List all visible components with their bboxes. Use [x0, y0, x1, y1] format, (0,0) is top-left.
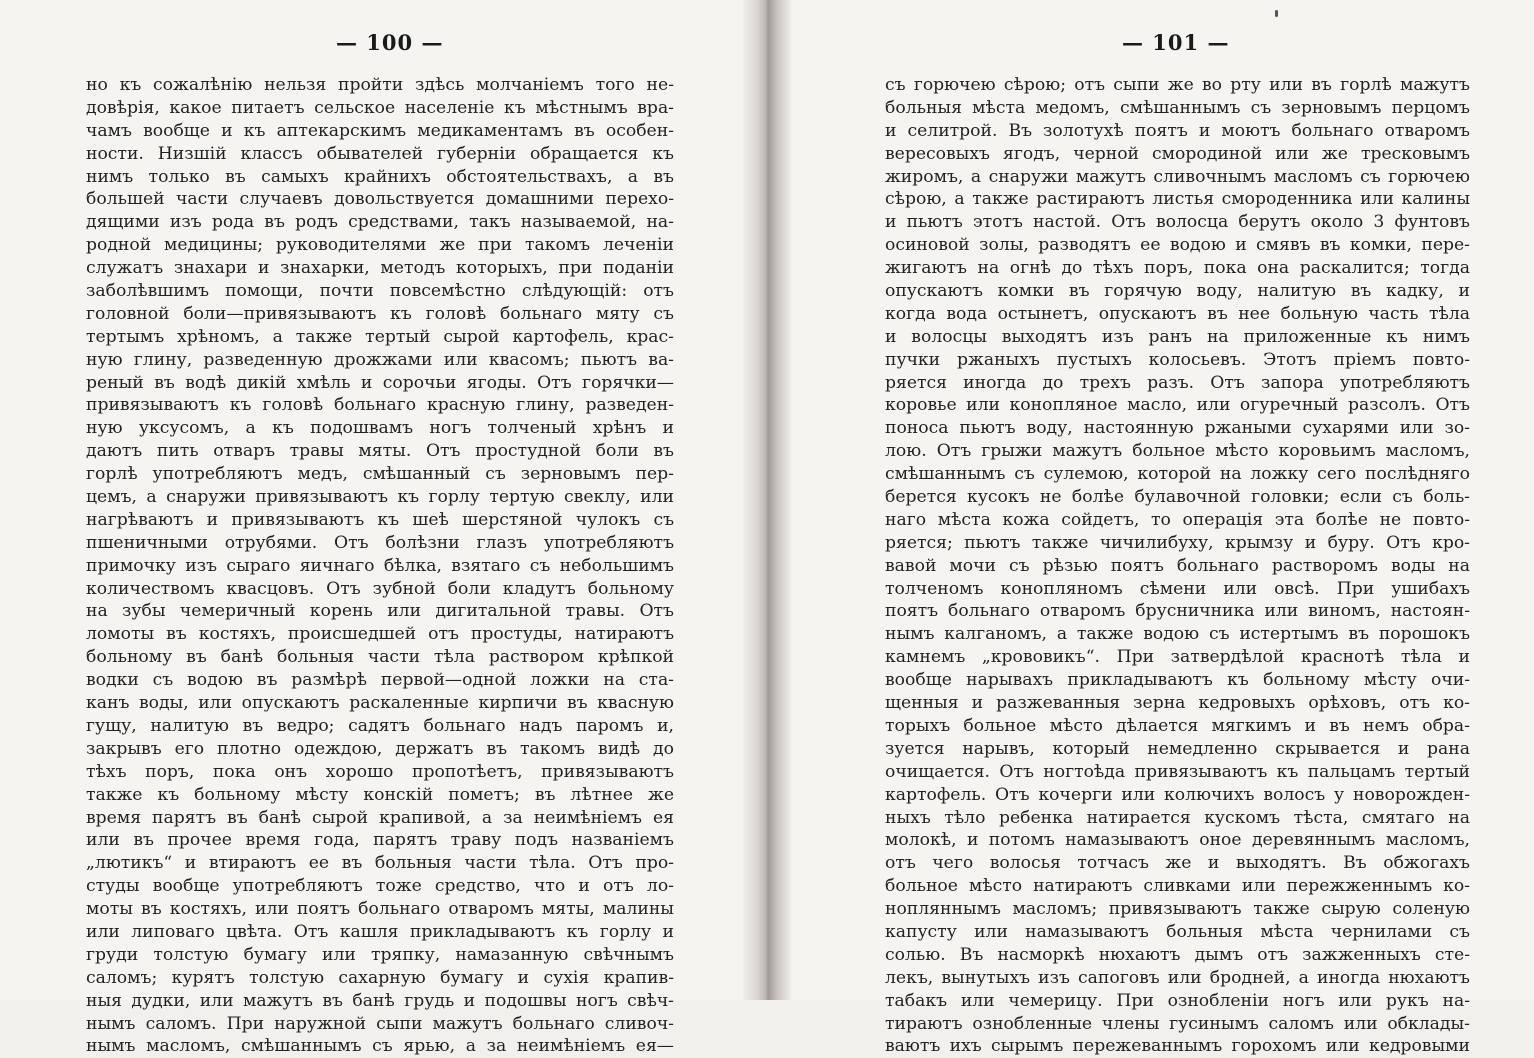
text-line: головной боли—привязываютъ къ головѣ больнаго мяту съ — [86, 303, 674, 324]
text-line: груди толстую бумагу или тряпку, намазанную свѣчнымъ — [86, 944, 674, 965]
text-line: тѣхъ поръ, пока онъ хорошо пропотѣетъ, привязываютъ — [86, 761, 674, 782]
text-line: торыхъ больное мѣсто дѣлается мягкимъ и въ немъ обра- — [885, 715, 1470, 736]
text-line: цемъ, а снаружи привязываютъ къ горлу тертую свеклу, или — [86, 487, 674, 508]
text-line: вересовыхъ ягодъ, черной смородиной или же тресковымъ — [885, 143, 1470, 164]
text-line: водки съ водою въ размѣрѣ первой—одной ложки на ста- — [86, 670, 674, 691]
text-line: пшеничными отрубями. Отъ болѣзни глазъ употребляютъ — [86, 532, 674, 553]
left-page — [0, 0, 757, 1057]
text-line: или въ прочее время года, парятъ траву подъ названіемъ — [86, 830, 674, 851]
text-line: коровье или конопляное масло, или огуречный разсолъ. Отъ — [885, 395, 1470, 416]
page-number-left: — 100 — — [336, 30, 444, 55]
text-line: и пьютъ этотъ настой. Отъ волосца берутъ около 3 фунтовъ — [885, 212, 1470, 233]
text-line: жигаютъ на огнѣ до тѣхъ поръ, пока она раскалится; тогда — [885, 258, 1470, 279]
text-line: ныхъ тѣло ребенка натирается кускомъ тѣста, смятаго на — [885, 807, 1470, 828]
right-page — [777, 0, 1534, 1057]
text-line: щенныя и разжеванныя зерна кедровыхъ орѣховъ, отъ ко- — [885, 693, 1470, 714]
text-line: количествомъ квасцовъ. Отъ зубной боли кладутъ больному — [86, 578, 674, 599]
text-line: тираютъ ознобленные члены гусинымъ саломъ или обклады- — [885, 1013, 1470, 1034]
text-line: закрывъ его плотно одеждою, держатъ въ такомъ видѣ до — [86, 738, 674, 759]
text-line: нымъ масломъ, смѣшаннымъ съ ярью, а за неимѣніемъ ея— — [86, 1036, 674, 1057]
text-line: но къ сожалѣнію нельзя пройти здѣсь молчаніемъ того не- — [86, 75, 674, 95]
text-line: камнемъ „крововикъ“. При затвердѣлой краснотѣ тѣла и — [885, 647, 1470, 668]
text-line: солью. Въ насморкѣ нюхаютъ дымъ отъ зажженныхъ сте- — [885, 944, 1470, 965]
text-line: когда вода остынетъ, опускаютъ въ нее больную часть тѣла — [885, 303, 1470, 324]
text-line: ности. Низшій классъ обывателей губерніи обращается къ — [86, 143, 674, 164]
text-line: вообще нарывахъ прикладываютъ къ больному мѣсту очи- — [885, 670, 1470, 691]
text-line: заболѣвшимъ помощи, почти повсемѣстно слѣдующій: отъ — [86, 281, 674, 302]
text-line: реный въ водѣ дикій хмѣль и сорочьи ягоды. Отъ горячки— — [86, 372, 674, 393]
text-line: съ горючею сѣрою; отъ сыпи же во рту или въ горлѣ мажутъ — [885, 75, 1470, 95]
text-line: канъ воды, или опускаютъ раскаленные кирпичи въ квасную — [86, 693, 674, 714]
text-line: очищается. Отъ ногтоѣда привязываютъ къ пальцамъ тертый — [885, 761, 1470, 782]
text-line: также къ больному мѣсту конскій пометъ; въ лѣтнее же — [86, 784, 674, 805]
text-line: моты въ костяхъ, или поятъ больнаго отваромъ мяты, малины — [86, 899, 674, 920]
text-line: осиновой золы, разводятъ ее водою и смявъ въ комки, пере- — [885, 235, 1470, 256]
ink-speck — [1275, 10, 1278, 17]
text-line: ломоты въ костяхъ, происшедшей отъ простуды, натираютъ — [86, 624, 674, 645]
text-line: сѣрою, а также растираютъ листья смороденника или калины — [885, 189, 1470, 210]
text-line: даютъ пить отваръ травы мяты. Отъ простудной боли въ — [86, 441, 674, 462]
text-line: горлѣ употребляютъ медъ, смѣшанный съ зерновымъ пер- — [86, 464, 674, 485]
text-line: родной медицины; руководителями же при такомъ леченіи — [86, 235, 674, 256]
text-line: дящими изъ рода въ родъ средствами, такъ называемой, на- — [86, 212, 674, 233]
text-line: жиромъ, а снаружи мажутъ сливочнымъ масломъ съ горючею — [885, 166, 1470, 187]
text-line: отъ чего волосья тотчасъ же и выходятъ. Въ обжогахъ — [885, 853, 1470, 874]
text-line: лою. Отъ грыжи мажутъ больное мѣсто коровьимъ масломъ, — [885, 441, 1470, 462]
text-line: пучки ржаныхъ пустыхъ колосьевъ. Этотъ пріемъ повто- — [885, 349, 1470, 370]
text-line: лекъ, вынутыхъ изъ сапоговъ или бродней, а иногда нюхаютъ — [885, 967, 1470, 988]
text-line: берется кусокъ не болѣе булавочной головки; если съ боль- — [885, 487, 1470, 508]
text-line: нымъ калганомъ, а также водою съ истертымъ въ порошокъ — [885, 624, 1470, 645]
text-line: больныя мѣста медомъ, смѣшаннымъ съ зерновымъ перцомъ — [885, 97, 1470, 118]
text-line: ваютъ ихъ сырымъ пережеваннымъ горохомъ или кедровыми — [885, 1036, 1470, 1057]
text-line: тертымъ хрѣномъ, а также тертый сырой картофель, крас- — [86, 326, 674, 347]
text-line: большей части случаевъ довольствуется домашними перехо- — [86, 189, 674, 210]
text-line: ную уксусомъ, а къ подошвамъ ногъ толченый хрѣнъ и — [86, 418, 674, 439]
text-line: студы вообще употребляютъ тоже средство, что и отъ ло- — [86, 876, 674, 897]
text-line: смѣшаннымъ съ сулемою, которой на ложку сего послѣдняго — [885, 464, 1470, 485]
text-line: капусту или намазываютъ больныя мѣста чернилами съ — [885, 921, 1470, 942]
text-line: чамъ вообще и къ аптекарскимъ медикаментамъ въ особен- — [86, 120, 674, 141]
text-line: нымъ саломъ. При наружной сыпи мажутъ больнаго сливоч- — [86, 1013, 674, 1034]
text-line: табакъ или чемерицу. При ознобленіи ногъ или рукъ на- — [885, 990, 1470, 1011]
text-line: довѣрія, какое питаетъ сельское населеніе къ мѣстнымъ вра- — [86, 97, 674, 118]
text-line: ную глину, разведенную дрожжами или квасомъ; пьютъ ва- — [86, 349, 674, 370]
text-line: ныя дудки, или мажутъ въ банѣ грудь и подошвы ногъ свѣч- — [86, 990, 674, 1011]
text-line: привязываютъ къ головѣ больнаго красную глину, разведен- — [86, 395, 674, 416]
right-page-text — [885, 74, 1470, 1058]
text-line: на зубы чемеричный корень или дигитальной травы. Отъ — [86, 601, 674, 622]
text-line: и волосцы выходятъ изъ ранъ на приложенные къ нимъ — [885, 326, 1470, 347]
text-line: опускаютъ комки въ горячую воду, налитую въ кадку, и — [885, 281, 1470, 302]
text-line: саломъ; курятъ толстую сахарную бумагу и сухія крапив- — [86, 967, 674, 988]
text-line: „лютикъ“ и втираютъ ее въ больныя части тѣла. Отъ про- — [86, 853, 674, 874]
text-line: больное мѣсто натираютъ сливками или пережженнымъ ко- — [885, 876, 1470, 897]
text-line: служатъ знахари и знахарки, методъ которыхъ, при поданіи — [86, 258, 674, 279]
page-number-right: — 101 — — [1122, 30, 1230, 55]
text-line: нопляннымъ масломъ; привязываютъ также сырую соленую — [885, 899, 1470, 920]
text-line: вавой мочи съ рѣзью поятъ больнаго растворомъ воды на — [885, 555, 1470, 576]
text-line: время парятъ въ банѣ сырой крапивой, а за неимѣніемъ ея — [86, 807, 674, 828]
text-line: или липоваго цвѣта. Отъ кашля прикладываютъ къ горлу и — [86, 921, 674, 942]
text-line: поятъ больнаго отваромъ брусничника или виномъ, настоян- — [885, 601, 1470, 622]
book-gutter — [743, 0, 791, 1000]
text-line: картофель. Отъ кочерги или колючихъ волосъ у новорожден- — [885, 784, 1470, 805]
text-line: нагрѣваютъ и привязываютъ къ шеѣ шерстяной чулокъ съ — [86, 509, 674, 530]
text-line: молокѣ, и потомъ намазываютъ оное деревяннымъ масломъ, — [885, 830, 1470, 851]
text-line: гущу, налитую въ ведро; садятъ больнаго надъ паромъ и, — [86, 715, 674, 736]
left-page-text — [86, 74, 674, 1058]
text-line: ряется иногда до трехъ разъ. Отъ запора употребляютъ — [885, 372, 1470, 393]
text-line: толченомъ конопляномъ сѣмени или овсѣ. При ушибахъ — [885, 578, 1470, 599]
text-line: поноса пьютъ воду, настоянную ржаными сухарями или зо- — [885, 418, 1470, 439]
text-line: нимъ только въ самыхъ крайнихъ обстоятельствахъ, а въ — [86, 166, 674, 187]
text-line: наго мѣста кожа сойдетъ, то операція эта болѣе не повто- — [885, 509, 1470, 530]
text-line: зуется нарывъ, который немедленно скрывается и рана — [885, 738, 1470, 759]
text-line: примочку изъ сыраго яичнаго бѣлка, взятаго съ небольшимъ — [86, 555, 674, 576]
text-line: больному въ банѣ больныя части тѣла раствором крѣпкой — [86, 647, 674, 668]
text-line: и селитрой. Въ золотухѣ поятъ и моютъ больнаго отваромъ — [885, 120, 1470, 141]
text-line: ряется; пьютъ также чичилибуху, крымзу и буру. Отъ кро- — [885, 532, 1470, 553]
